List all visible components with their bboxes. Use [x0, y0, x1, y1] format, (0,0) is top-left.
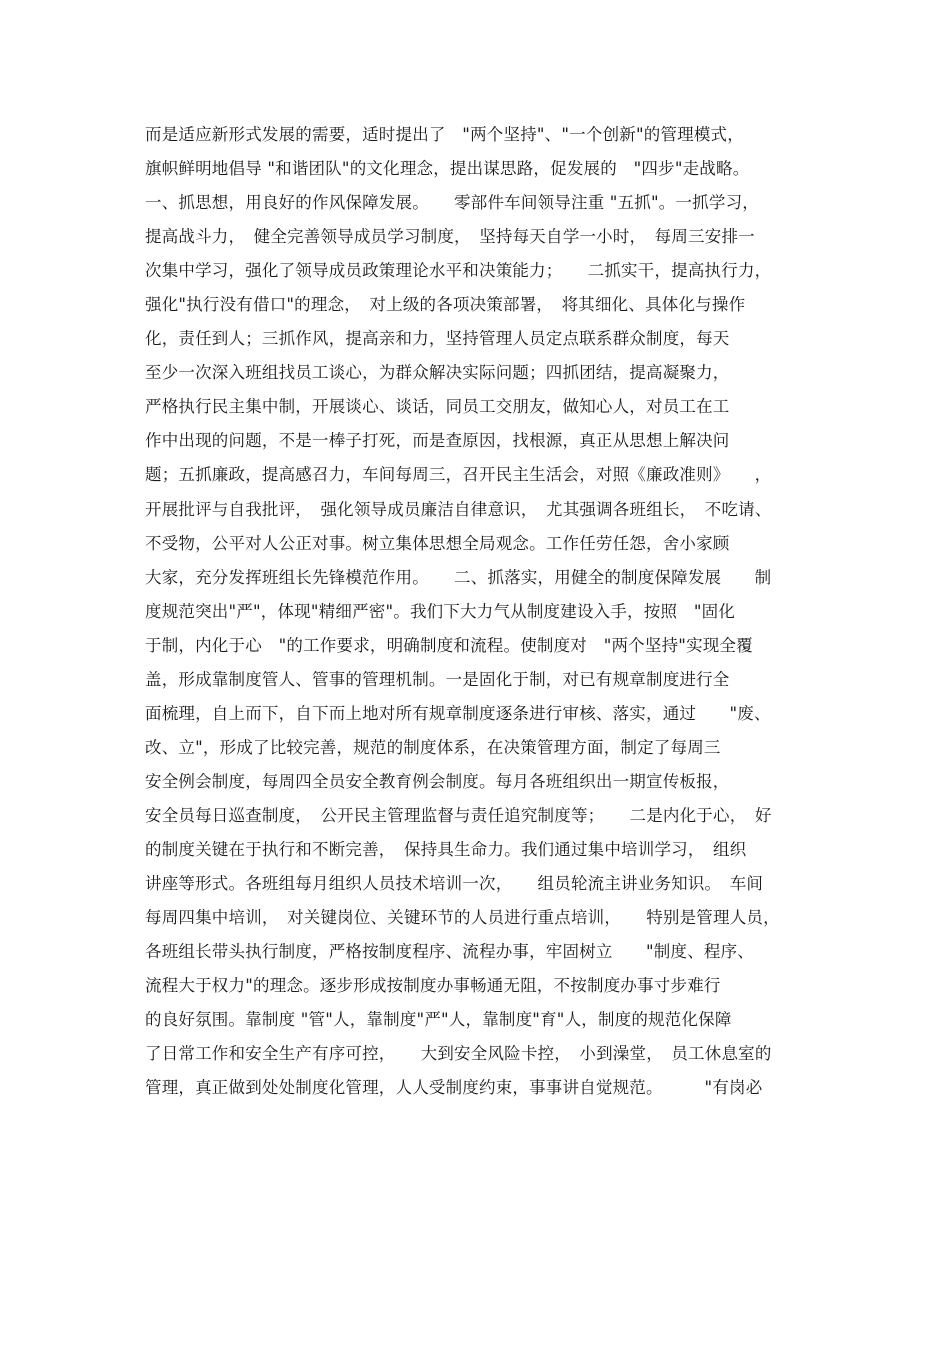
- text-line: 安全例会制度，每周四全员安全教育例会制度。每月各班组织出一期宣传板报，: [145, 771, 730, 791]
- text-line: 强化"执行没有借口"的理念， 对上级的各项决策部署， 将其细化、具体化与操作: [145, 295, 746, 315]
- text-line: 的制度关键在于执行和不断完善， 保持具生命力。我们通过集中培训学习， 组织: [145, 839, 747, 859]
- text-line: 作中出现的问题，不是一棒子打死，而是查原因，找根源，真正从思想上解决问: [145, 431, 730, 451]
- text-line: 每周四集中培训， 对关键岗位、关键环节的人员进行重点培训， 特别是管理人员，: [145, 908, 780, 928]
- text-line: 题；五抓廉政，提高感召力，车间每周三，召开民主生活会，对照《廉政准则》 ，: [145, 465, 772, 485]
- text-line: 旗帜鲜明地倡导 "和谐团队"的文化理念，提出谋思路，促发展的 "四步"走战略。: [145, 159, 750, 179]
- text-line: 化，责任到人；三抓作风，提高亲和力，坚持管理人员定点联系群众制度，每天: [145, 329, 730, 349]
- text-line: 次集中学习，强化了领导成员政策理论水平和决策能力； 二抓实干，提高执行力，: [145, 261, 772, 281]
- body-text: [145, 118, 815, 1105]
- text-line: 各班组长带头执行制度，严格按制度程序、流程办事，牢固树立 "制度、程序、: [145, 942, 754, 962]
- text-line: 的良好氛围。靠制度 "管"人，靠制度"严"人，靠制度"育"人，制度的规范化保障: [145, 1010, 732, 1030]
- text-line: 一、抓思想，用良好的作风保障发展。 零部件车间领导注重 "五抓"。一抓学习，: [145, 193, 759, 213]
- text-line: 开展批评与自我批评， 强化领导成员廉洁自律意识， 尤其强调各班组长， 不吃请、: [145, 499, 772, 519]
- text-line: 流程大于权力"的理念。逐步形成按制度办事畅通无阻，不按制度办事寸步难行: [145, 976, 721, 996]
- text-line: 严格执行民主集中制，开展谈心、谈话，同员工交朋友，做知心人，对员工在工: [145, 397, 730, 417]
- text-line: 提高战斗力， 健全完善领导成员学习制度， 坚持每天自学一小时， 每周三安排一: [145, 227, 755, 247]
- text-line: 至少一次深入班组找员工谈心，为群众解决实际问题；四抓团结，提高凝聚力，: [145, 363, 730, 383]
- text-line: 改、立"，形成了比较完善，规范的制度体系，在决策管理方面，制定了每周三: [145, 737, 721, 757]
- text-line: 不受物，公平对人公正对事。树立集体思想全局观念。工作任劳任怨，舍小家顾: [145, 533, 730, 553]
- text-line: 了日常工作和安全生产有序可控， 大到安全风险卡控， 小到澡堂， 员工休息室的: [145, 1044, 772, 1064]
- text-line: 盖，形成靠制度管人、管事的管理机制。一是固化于制，对已有规章制度进行全: [145, 669, 730, 689]
- text-line: 管理，真正做到处处制度化管理，人人受制度约束，事事讲自觉规范。 "有岗必: [145, 1078, 763, 1098]
- text-line: 而是适应新形式发展的需要，适时提出了 "两个坚持"、"一个创新"的管理模式，: [145, 125, 744, 144]
- text-line: 大家，充分发挥班组长先锋模范作用。 二、抓落实，用健全的制度保障发展 制: [145, 567, 772, 587]
- text-line: 度规范突出"严"，体现"精细严密"。我们下大力气从制度建设入手，按照 "固化: [145, 601, 736, 621]
- text-line: 讲座等形式。各班组每月组织人员技术培训一次， 组员轮流主讲业务知识。 车间: [145, 874, 764, 894]
- text-line: 面梳理，自上而下，自下而上地对所有规章制度逐条进行审核、落实，通过 "废、: [145, 703, 771, 723]
- text-line: 于制，内化于心 "的工作要求，明确制度和流程。使制度对 "两个坚持"实现全覆: [145, 635, 753, 655]
- text-line: 安全员每日巡查制度， 公开民主管理监督与责任追究制度等； 二是内化于心， 好: [145, 805, 772, 825]
